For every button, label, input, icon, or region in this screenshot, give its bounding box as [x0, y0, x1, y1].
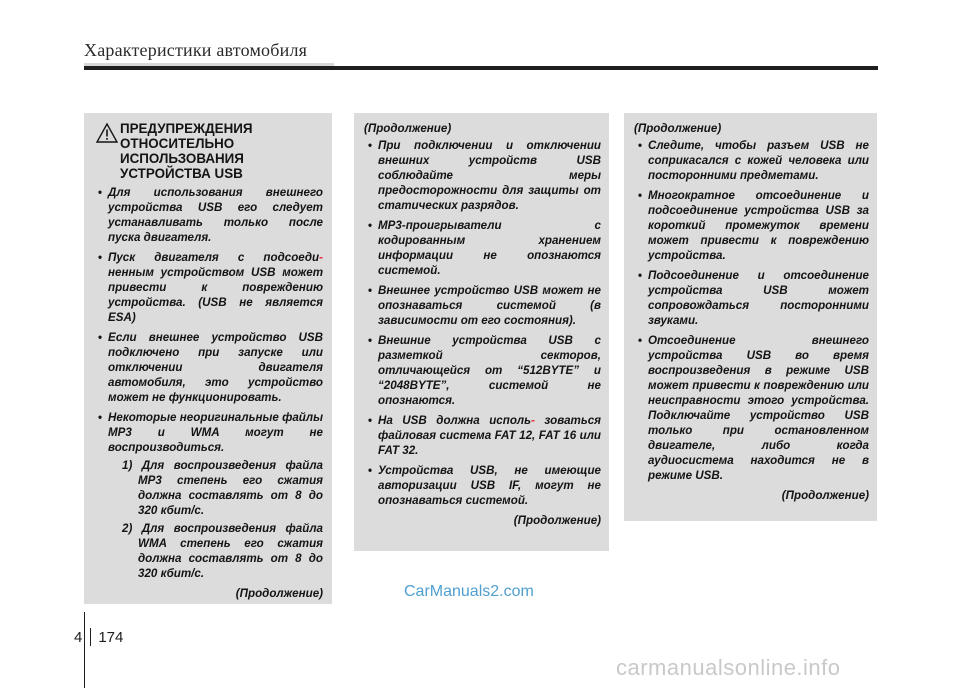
list-item	[94, 410, 323, 581]
warning-title-line: ПРЕДУПРЕЖДЕНИЯ	[120, 121, 253, 136]
warning-list	[364, 138, 601, 508]
warning-panel	[84, 113, 332, 604]
hyphen-mark: -	[531, 414, 535, 427]
continued-label: (Продолжение)	[781, 489, 869, 502]
warning-triangle-icon	[94, 123, 120, 143]
continued-label: (Продолжение)	[364, 122, 452, 135]
list-item: • Для использования внешнего устройства USB его следует устанавливать только после пуска двигателя.	[94, 185, 323, 245]
section-number: 4	[74, 628, 83, 646]
continued-panel-2	[624, 113, 877, 521]
sub-item: 2) Для воспроизведения файла WMA степень его сжатия должна составлять от 8 до 320 кбит/с.	[122, 522, 323, 580]
page-header: Характеристики автомобиля	[84, 40, 308, 60]
list-item: • Внешнее устройство USB может не опознаваться системой (в зависимости от его состояния).	[364, 283, 601, 328]
list-item: • Внешние устройства USB с разметкой секторов, отличающейся от “512BYTE” и “2048BYTE”, системой не опознаются.	[364, 333, 601, 408]
list-item-text: Пуск двигателя с подсоеди	[108, 251, 320, 264]
list-item	[94, 250, 323, 325]
hyphen-mark: -	[319, 251, 323, 264]
continued-label: (Продолжение)	[513, 514, 601, 527]
list-item-text: ненным устройством USB может привести к повреждению устройства. (USB не является ESA)	[108, 266, 323, 324]
footer-divider	[84, 612, 85, 688]
list-item-text: зоваться файловая система FAT 12, FAT 16 или FAT 32.	[378, 414, 601, 457]
warning-header	[94, 121, 323, 181]
list-item: • При подключении и отключении внешних устройств USB соблюдайте меры предосторожности для защиты от статических разрядов.	[364, 138, 601, 213]
header-rule	[84, 66, 878, 70]
page-number	[74, 628, 123, 646]
sub-list	[108, 458, 323, 581]
warning-list	[94, 185, 323, 581]
sub-item: 1) Для воспроизведения файла MP3 степень его сжатия должна составлять от 8 до 320 кбит/с.	[122, 459, 323, 517]
continued-label: (Продолжение)	[235, 587, 323, 600]
warning-title-line: УСТРОЙСТВА USB	[120, 166, 243, 181]
list-item: • Устройства USB, не имеющие авторизации USB IF, могут не опознаваться системой.	[364, 463, 601, 508]
list-item-text: На USB должна исполь	[378, 414, 531, 427]
footer-watermark: carmanualsonline.info	[616, 655, 841, 680]
warning-list	[634, 138, 869, 483]
continued-panel-1	[354, 113, 609, 551]
list-item-text: • Некоторые неоригинальные файлы MP3 и WMA могут не воспроизводиться.	[108, 411, 323, 454]
list-item: • Следите, чтобы разъем USB не соприкасался с кожей человека или посторонними предметами.	[634, 138, 869, 183]
page-number-separator	[90, 628, 91, 646]
watermark-link[interactable]: CarManuals2.com	[404, 583, 534, 600]
warning-title-line: ОТНОСИТЕЛЬНО	[120, 136, 235, 151]
warning-title	[120, 121, 253, 181]
list-item: • Подсоединение и отсоединение устройства USB может сопровождаться посторонними звуками.	[634, 268, 869, 328]
list-item: • Если внешнее устройство USB подключено при запуске или отключении двигателя автомобиля, это устройство может не функционировать.	[94, 330, 323, 405]
warning-title-line: ИСПОЛЬЗОВАНИЯ	[120, 151, 244, 166]
list-item: • MP3-проигрыватели с кодированным хранением информации не опознаются системой.	[364, 218, 601, 278]
list-item: • Многократное отсоединение и подсоединение устройства USB за короткий промежуток времени может привести к повреждению устройства.	[634, 188, 869, 263]
list-item	[364, 413, 601, 458]
page-number-value: 174	[98, 628, 124, 646]
list-item: • Отсоединение внешнего устройства USB во время воспроизведения в режиме USB может привести к повреждению или неисправности этого устройства. Подключайте устройство USB только при остановленном двигателе, либо когда аудиосистема находится не в режиме USB.	[634, 333, 869, 483]
continued-label: (Продолжение)	[634, 122, 722, 135]
